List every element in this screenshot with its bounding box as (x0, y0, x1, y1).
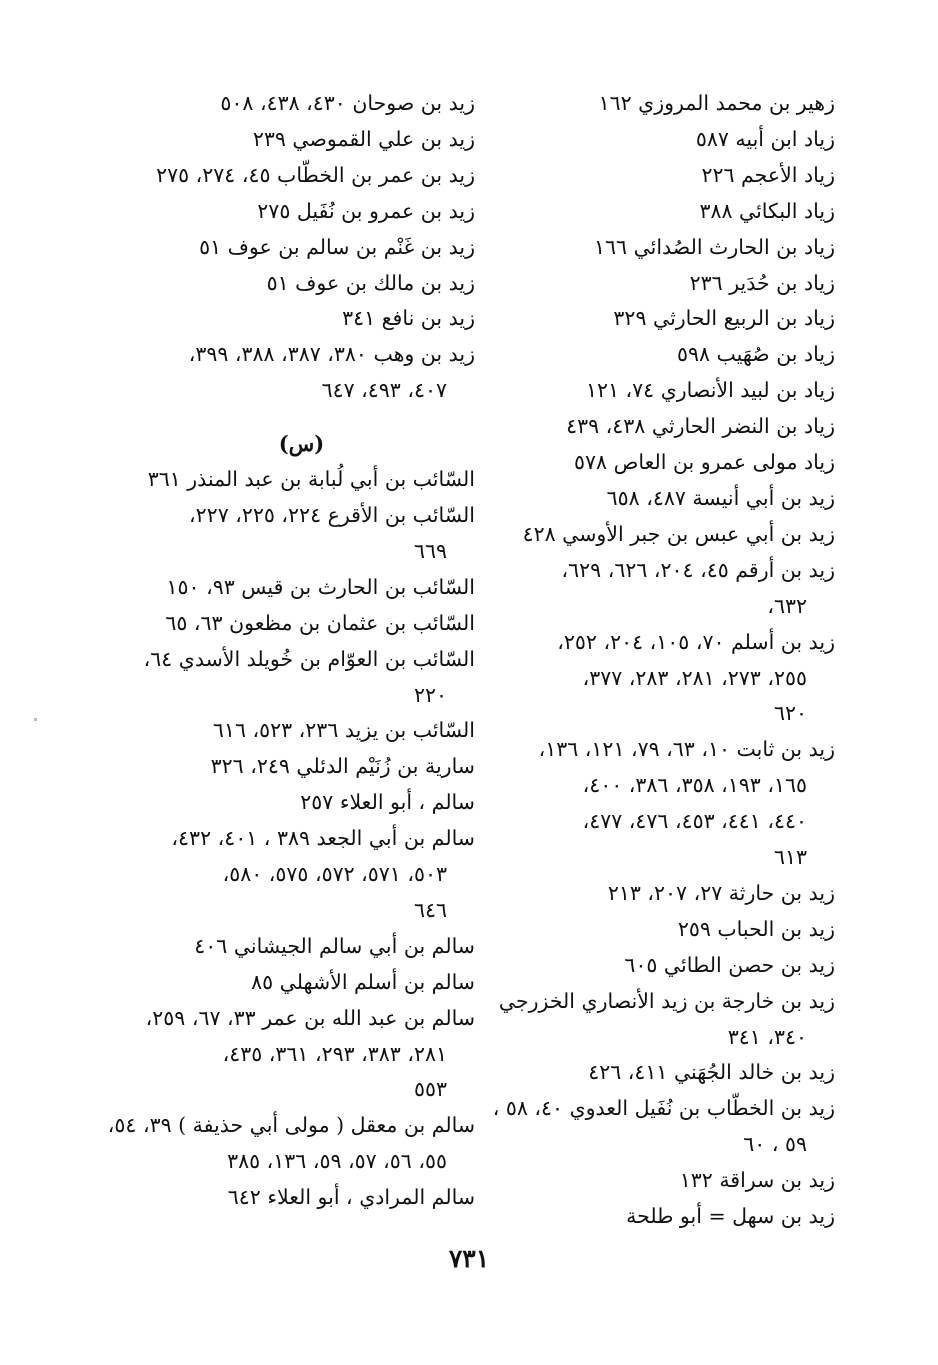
index-entry: سالم ، أبو العلاء ٢٥٧ (300, 790, 475, 815)
index-entry: زياد بن النضر الحارثي ٤٣٨، ٤٣٩ (566, 414, 835, 439)
index-entry-continuation: ٦٦٩ (413, 538, 447, 563)
index-entry: زهير بن محمد المروزي ١٦٢ (598, 91, 835, 115)
index-column-right (490, 86, 835, 1235)
index-entry: سالم بن عبد الله بن عمر ٣٣، ٦٧، ٢٥٩، (145, 1005, 475, 1030)
index-entry: زيد بن وهب ٣٨٠، ٣٨٧، ٣٨٨، ٣٩٩، (188, 342, 475, 367)
index-entry: السّائب بن الأقرع ٢٢٤، ٢٢٥، ٢٢٧، (189, 502, 475, 527)
scan-speck (34, 718, 37, 721)
page-number: ٧٣١ (448, 1244, 490, 1273)
index-entry: زيد بن أرقم ٤٥، ٢٠٤، ٦٢٦، ٦٢٩، (561, 557, 835, 582)
index-entry: زياد بن الربيع الحارثي ٣٢٩ (613, 306, 835, 331)
index-entry: السّائب بن الحارث بن قيس ٩٣، ١٥٠ (166, 574, 475, 599)
index-entry: زيد بن خارجة بن زيد الأنصاري الخزرجي (498, 988, 835, 1013)
index-entry: زيد بن حصن الطائي ٦٠٥ (624, 952, 835, 977)
index-entry-continuation: ٥٠٣، ٥٧١، ٥٧٢، ٥٧٥، ٥٨٠، (222, 862, 447, 887)
index-entry: زيد بن غَنْم بن سالم بن عوف ٥١ (199, 234, 475, 259)
index-entry-continuation: ٣٤٠، ٣٤١ (727, 1024, 807, 1049)
index-entry: زيد بن الخطّاب بن نُفَيل العدوي ٤٠، ٥٨ ، (492, 1096, 835, 1121)
index-entry: زيد بن خالد الجُهَني ٤١١، ٤٢٦ (588, 1060, 835, 1085)
index-entry-continuation: ٤٤٠، ٤٤١، ٤٥٣، ٤٧٦، ٤٧٧، (582, 809, 807, 834)
index-entry: زيد بن سهل = أبو طلحة (626, 1204, 835, 1229)
index-entry-continuation: ٥٥، ٥٦، ٥٧، ٥٩، ١٣٦، ٣٨٥ (227, 1149, 447, 1174)
index-entry-continuation: ٢٢٠ (413, 682, 447, 707)
index-entry: زيد بن أبي أنيسة ٤٨٧، ٦٥٨ (606, 485, 835, 510)
index-entry: زيد بن أبي عبس بن جبر الأوسي ٤٢٨ (522, 521, 835, 546)
index-entry: زيد بن ثابت ١٠، ٦٣، ٧٩، ١٢١، ١٣٦، (538, 737, 835, 762)
index-entry: زياد البكائي ٣٨٨ (699, 198, 835, 223)
index-entry-continuation: ٥٩ ، ٦٠ (743, 1132, 807, 1157)
index-entry: سالم المرادي ، أبو العلاء ٦٤٢ (227, 1185, 475, 1210)
index-entry: زياد بن لبيد الأنصاري ٧٤، ١٢١ (585, 378, 835, 403)
index-entry: زياد ابن أبيه ٥٨٧ (695, 126, 835, 151)
index-entry: زيد بن الحباب ٢٥٩ (677, 916, 835, 941)
index-entry-continuation: ٦١٣ (773, 845, 807, 870)
index-entry: سالم بن أسلم الأشهلي ٨٥ (251, 969, 475, 994)
index-entry: زيد بن أسلم ٧٠، ١٠٥، ٢٠٤، ٢٥٢، (557, 629, 835, 654)
index-entry: زيد بن سراقة ١٣٢ (679, 1168, 835, 1193)
index-entry-continuation: ٢٨١، ٣٨٣، ٢٩٣، ٣٦١، ٤٣٥، (222, 1041, 447, 1066)
index-entry: سالم بن أبي سالم الجيشاني ٤٠٦ (194, 933, 475, 958)
index-entry-continuation: ٤٠٧، ٤٩٣، ٦٤٧ (321, 378, 447, 403)
index-entry: السّائب بن عثمان بن مظعون ٦٣، ٦٥ (165, 610, 475, 635)
index-column-left (107, 86, 475, 1216)
index-entry: زيد بن عمرو بن نُفَيل ٢٧٥ (257, 198, 475, 223)
index-entry: السّائب بن العوّام بن خُويلد الأسدي ٦٤، (143, 646, 475, 671)
section-heading: (س) (278, 431, 325, 457)
index-entry: سارية بن زُنَيْم الدئلي ٢٤٩، ٣٢٦ (210, 754, 475, 779)
index-entry: زياد مولى عمرو بن العاص ٥٧٨ (574, 450, 835, 475)
index-entry: السّائب بن أبي لُبابة بن عبد المنذر ٣٦١ (147, 467, 475, 492)
index-entry: السّائب بن يزيد ٢٣٦، ٥٢٣، ٦١٦ (212, 718, 475, 743)
index-entry-continuation: ٥٥٣ (413, 1077, 447, 1102)
index-entry: سالم بن معقل ( مولى أبي حذيفة ) ٣٩، ٥٤، (107, 1113, 475, 1138)
index-entry: زيد بن مالك بن عوف ٥١ (266, 270, 475, 295)
index-entry: زيد بن حارثة ٢٧، ٢٠٧، ٢١٣ (607, 880, 835, 905)
index-entry: زيد بن عمر بن الخطّاب ٤٥، ٢٧٤، ٢٧٥ (156, 162, 475, 187)
index-entry-continuation: ٦٢٠ (773, 701, 807, 726)
index-entry: زيد بن علي القموصي ٢٣٩ (252, 126, 475, 151)
index-entry: زياد بن حُدَير ٢٣٦ (689, 270, 835, 295)
index-entry: زيد بن صوحان ٤٣٠، ٤٣٨، ٥٠٨ (220, 91, 475, 115)
index-entry-continuation: ١٦٥، ١٩٣، ٣٥٨، ٣٨٦، ٤٠٠، (582, 773, 807, 798)
index-entry-continuation: ٢٥٥، ٢٧٣، ٢٨١، ٢٨٣، ٣٧٧، (582, 665, 807, 690)
index-entry-continuation: ٦٤٦ (413, 897, 447, 922)
index-entry: زياد بن الحارث الصُدائي ١٦٦ (594, 234, 835, 259)
index-entry: زياد الأعجم ٢٢٦ (701, 162, 835, 187)
index-entry-continuation: ٦٣٢، (767, 593, 807, 618)
index-entry: سالم بن أبي الجعد ٣٨٩ ، ٤٠١، ٤٣٢، (171, 826, 475, 851)
index-entry: زياد بن صُهَيب ٥٩٨ (676, 342, 835, 367)
index-entry: زيد بن نافع ٣٤١ (342, 306, 475, 331)
